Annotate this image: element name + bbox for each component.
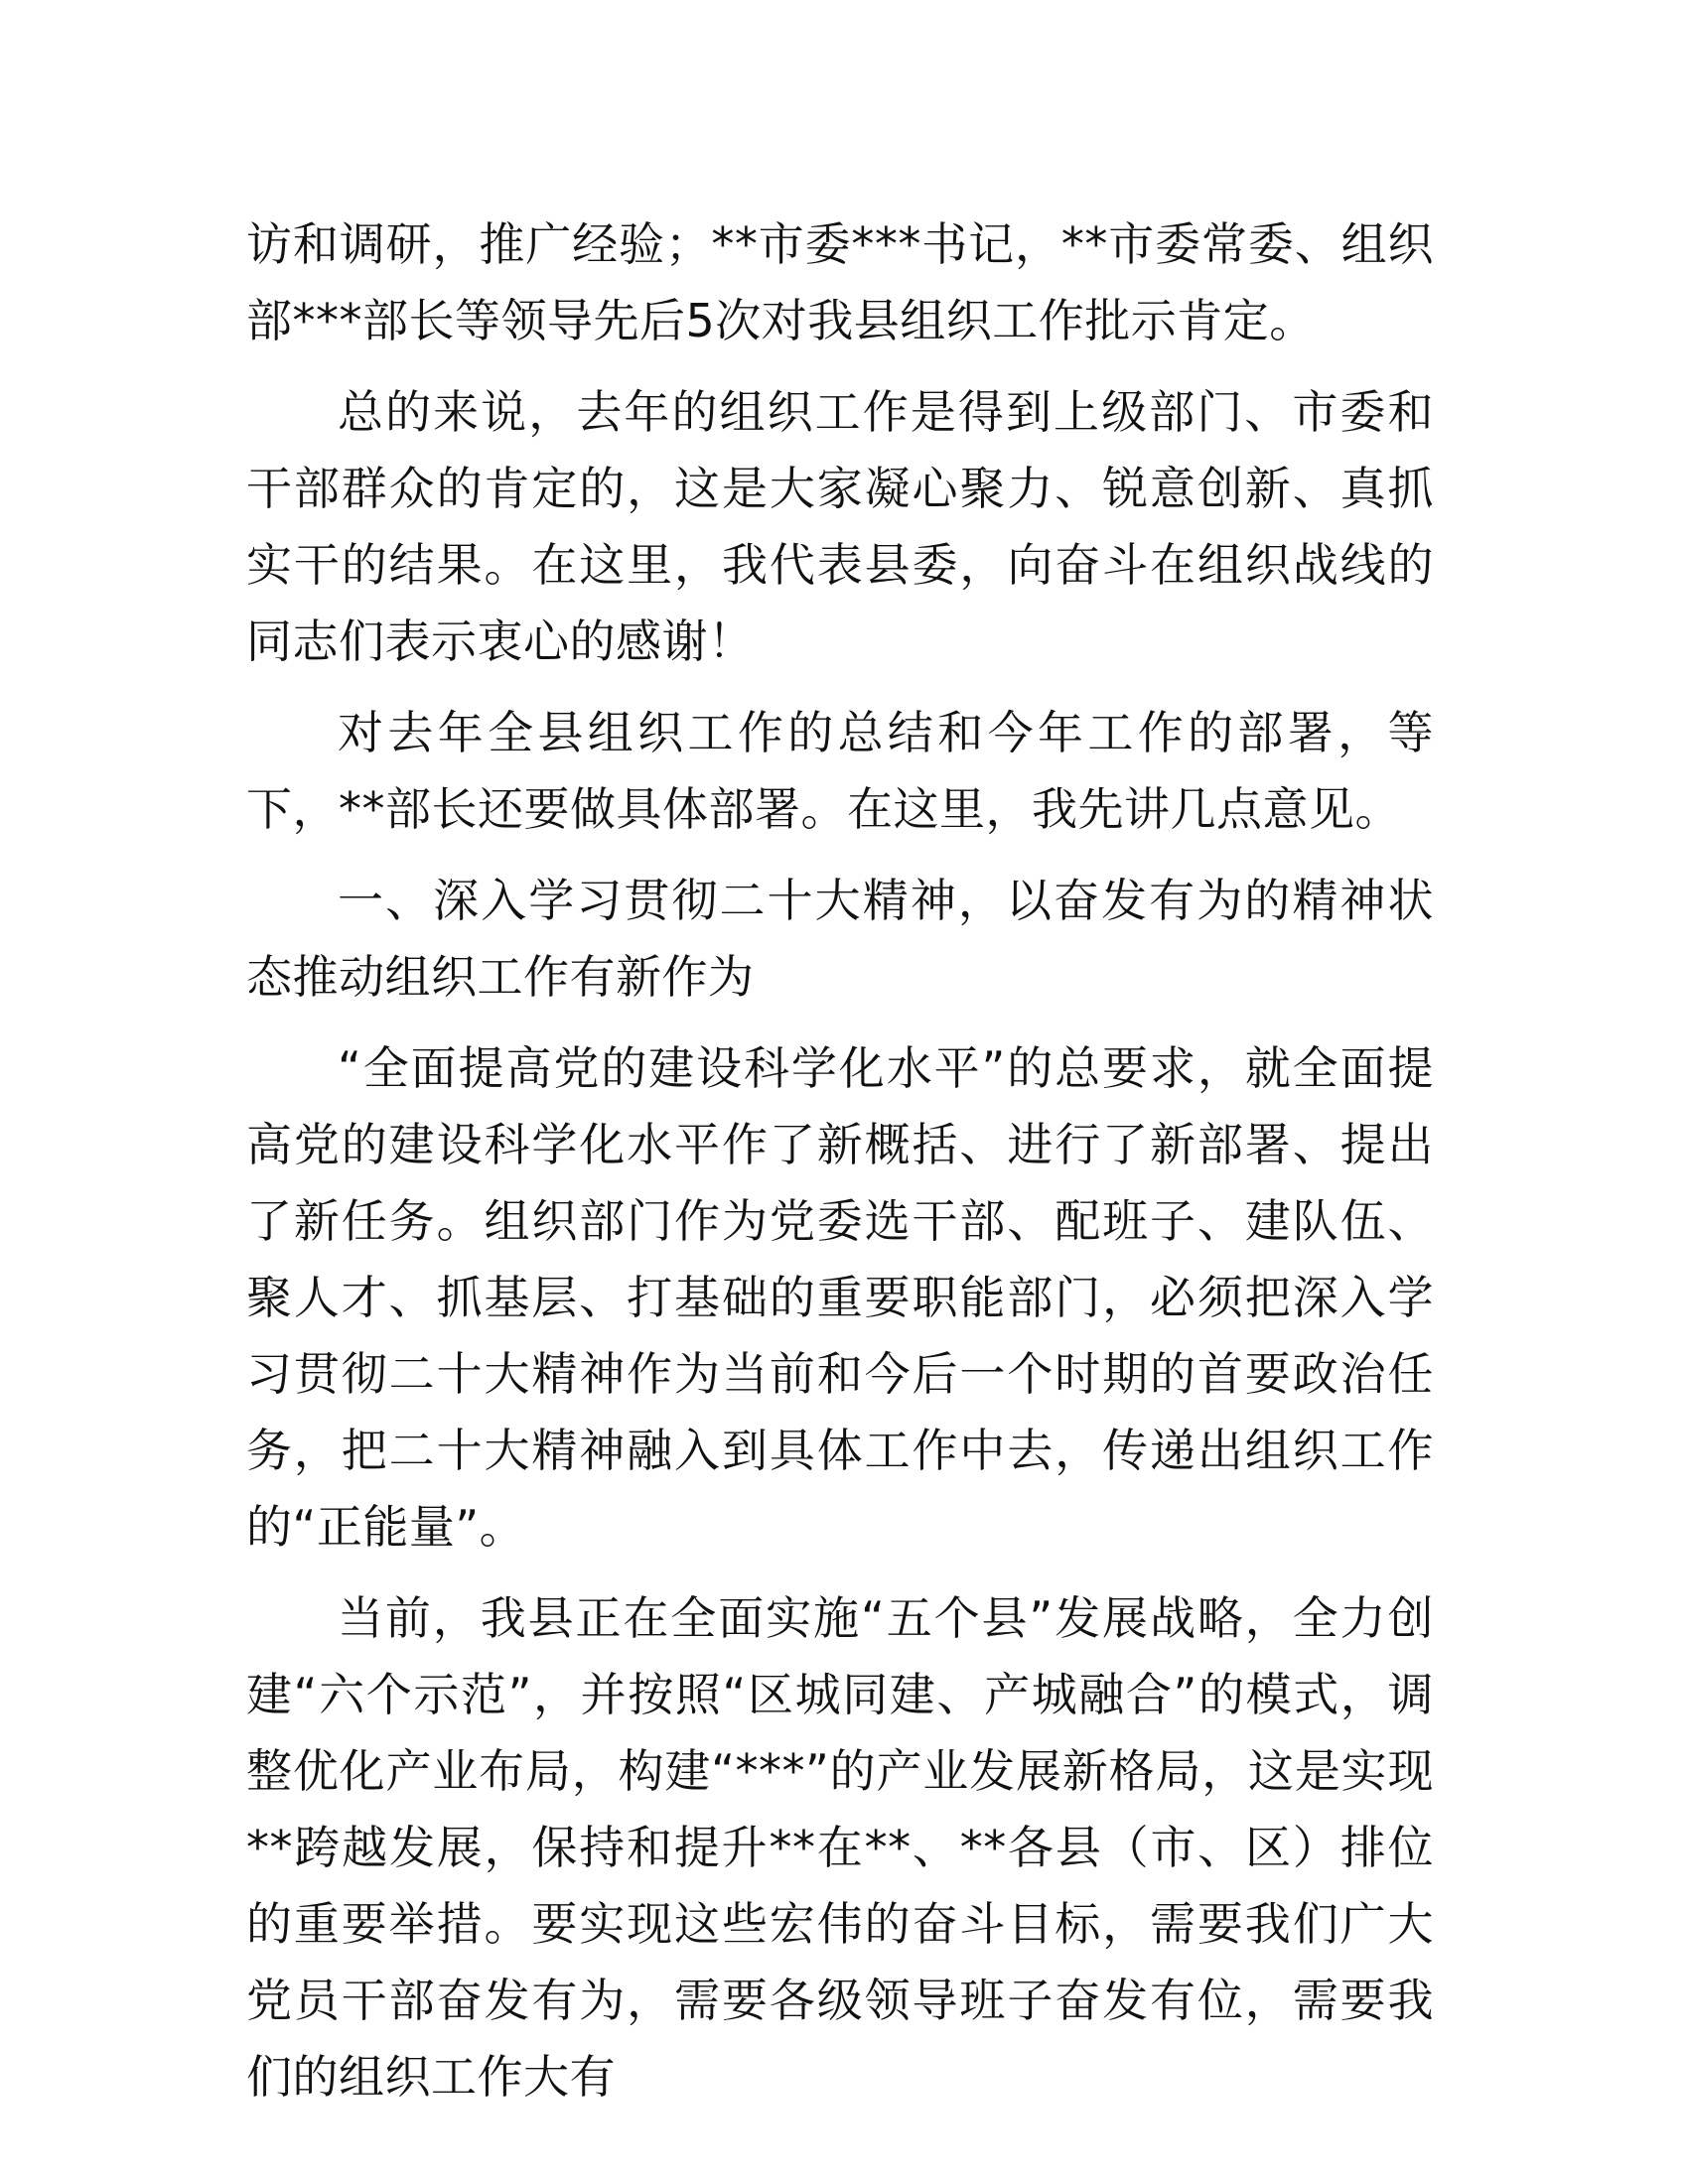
document-body	[246, 206, 1434, 2130]
paragraph-summary: 总的来说，去年的组织工作是得到上级部门、市委和干部群众的肯定的，这是大家凝心聚力、锐意创新、真抓实干的结果。在这里，我代表县委，向奋斗在组织战线的同志们表示衷心的感谢！	[246, 385, 1434, 668]
section-heading: 一、深入学习贯彻二十大精神，以奋发有为的精神状态推动组织工作有新作为	[246, 874, 1434, 1004]
paragraph-strategy: 当前，我县正在全面实施“五个县”发展战略，全力创建“六个示范”，并按照“区城同建、产城融合”的模式，调整优化产业布局，构建“***”的产业发展新格局，这是实现**跨越发展，保持和提升**在**、**各县（市、区）排位的重要举措。要实现这些宏伟的奋斗目标，需要我们广大党员干部奋发有为，需要各级领导班子奋发有位，需要我们的组织工作大有	[246, 1591, 1434, 2104]
paragraph-requirement: “全面提高党的建设科学化水平”的总要求，就全面提高党的建设科学化水平作了新概括、进行了新部署、提出了新任务。组织部门作为党委选干部、配班子、建队伍、聚人才、抓基层、打基础的重要职能部门，必须把深入学习贯彻二十大精神作为当前和今后一个时期的首要政治任务，把二十大精神融入到具体工作中去，传递出组织工作的“正能量”。	[246, 1041, 1434, 1554]
paragraph-continued: 访和调研，推广经验；**市委***书记，**市委常委、组织部***部长等领导先后5次对我县组织工作批示肯定。	[246, 217, 1434, 347]
paragraph-transition: 对去年全县组织工作的总结和今年工作的部署，等下，**部长还要做具体部署。在这里，我先讲几点意见。	[246, 706, 1434, 836]
